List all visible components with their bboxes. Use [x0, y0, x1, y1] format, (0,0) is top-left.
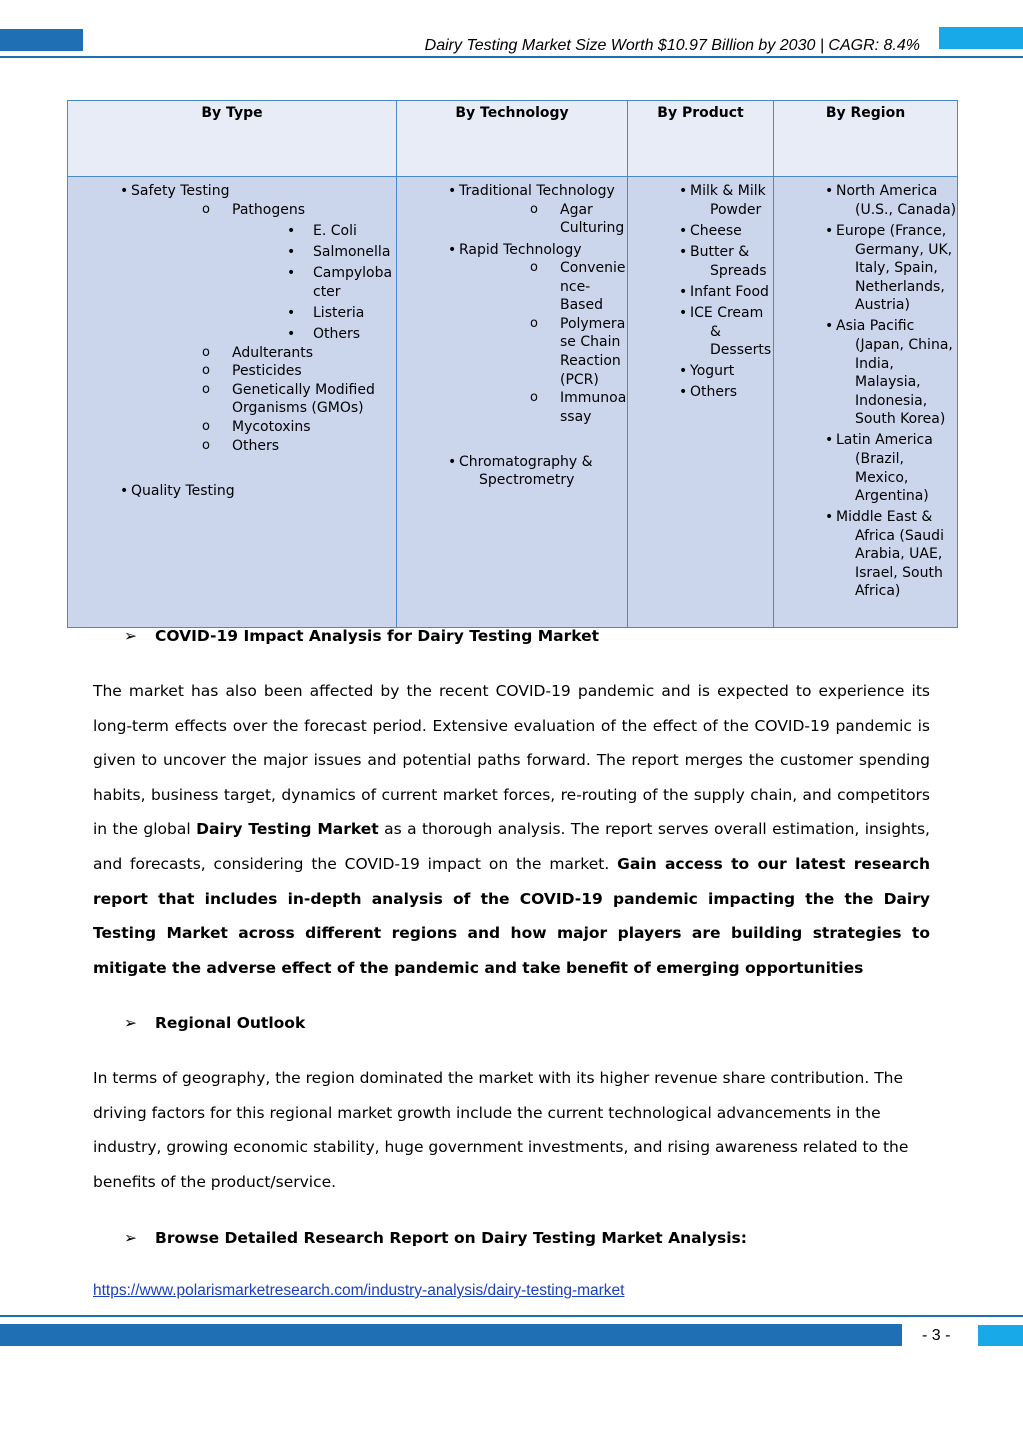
- list-item: cter: [313, 284, 341, 300]
- list-item: Austria): [855, 297, 910, 313]
- list-item: (Brazil,: [855, 451, 904, 467]
- list-item: ssay: [560, 409, 592, 425]
- header-by-type: By Type: [68, 101, 397, 177]
- list-item: Powder: [710, 202, 762, 218]
- list-item: o Pesticides: [232, 362, 302, 381]
- report-link[interactable]: https://www.polarismarketresearch.com/industry-analysis/dairy-testing-market: [93, 1282, 625, 1299]
- list-item: • Milk & Milk: [690, 182, 766, 201]
- list-item: South Korea): [855, 411, 946, 427]
- list-item: • Quality Testing: [131, 482, 235, 501]
- list-item: Africa (Saudi: [855, 528, 944, 544]
- header-bar-right: [939, 27, 1023, 49]
- list-item: Indonesia,: [855, 393, 928, 409]
- list-item: Malaysia,: [855, 374, 921, 390]
- page-number: - 3 -: [922, 1327, 951, 1344]
- arrow-bullet-icon: ➢: [124, 1229, 137, 1247]
- region-cell: [774, 177, 958, 628]
- list-item: • Cheese: [690, 222, 742, 241]
- list-item: • Rapid Technology: [459, 241, 582, 260]
- list-item: o Adulterants: [232, 344, 313, 363]
- list-item: Argentina): [855, 488, 929, 504]
- cta-text: Gain access to our latest research report that includes in-depth analysis of the COVID-19 pandemic impacting the the Dairy Testing Market across different regions and how major players are building strategies to mitigate the adverse effect of the pandemic and take benefit of emerging opportunities: [93, 854, 930, 977]
- arrow-bullet-icon: ➢: [124, 627, 137, 645]
- header-by-region: By Region: [774, 101, 958, 177]
- list-item: • ICE Cream: [690, 304, 763, 323]
- list-item: Culturing: [560, 220, 625, 236]
- list-item: • Butter &: [690, 243, 749, 262]
- list-item: Reaction: [560, 353, 621, 369]
- covid-paragraph: The market has also been affected by the recent COVID-19 pandemic and is expected to experience its long-term effects over the forecast period. Extensive evaluation of the effect of the COVID-19 pandemic is given to uncover the major issues and potential paths forward. The report merges the customer spending habits, business target, dynamics of current market forces, re-routing of the supply chain, and competitors in the global Dairy Testing Market as a thorough analysis. The report serves overall estimation, insights, and forecasts, considering the COVID-19 impact on the market. Gain access to our latest research report that includes in-depth analysis of the COVID-19 pandemic impacting the the Dairy Testing Market across different regions and how major players are building strategies to mitigate the adverse effect of the pandemic and take benefit of emerging opportunities: [93, 682, 930, 977]
- market-name: Dairy Testing Market: [196, 820, 379, 839]
- list-item: Italy, Spain,: [855, 260, 938, 276]
- footer-bar-right: [978, 1325, 1023, 1346]
- type-cell: [68, 177, 397, 628]
- arrow-bullet-icon: ➢: [124, 1014, 137, 1032]
- list-item: • E. Coli: [313, 222, 357, 241]
- list-item: (U.S., Canada): [855, 202, 957, 218]
- browse-heading: ➢ Browse Detailed Research Report on Dairy Testing Market Analysis:: [124, 1229, 747, 1247]
- list-item: se Chain: [560, 334, 621, 350]
- list-item: India,: [855, 356, 894, 372]
- list-item: • North America: [836, 182, 937, 201]
- regional-heading: ➢ Regional Outlook: [124, 1014, 306, 1032]
- list-item: Organisms (GMOs): [232, 400, 364, 416]
- list-item: o Polymera: [560, 315, 625, 334]
- page-title: Dairy Testing Market Size Worth $10.97 Billion by 2030 | CAGR: 8.4%: [424, 37, 920, 54]
- list-item: • Campyloba: [313, 264, 392, 283]
- list-item: (Japan, China,: [855, 337, 953, 353]
- list-item: o Mycotoxins: [232, 418, 311, 437]
- footer-divider: [0, 1315, 1023, 1317]
- list-item: • Asia Pacific: [836, 317, 914, 336]
- list-item: Germany, UK,: [855, 242, 953, 258]
- segmentation-table: [67, 100, 958, 628]
- list-item: • Safety Testing: [131, 182, 229, 201]
- list-item: Spreads: [710, 263, 767, 279]
- list-item: • Salmonella: [313, 243, 390, 262]
- header-by-technology: By Technology: [397, 101, 628, 177]
- list-item: • Listeria: [313, 304, 364, 323]
- list-item: • Others: [313, 325, 360, 344]
- list-item: • Yogurt: [690, 362, 734, 381]
- list-item: • Middle East &: [836, 508, 932, 527]
- list-item: o Pathogens: [232, 201, 305, 220]
- list-item: Spectrometry: [479, 472, 575, 488]
- list-item: Mexico,: [855, 470, 909, 486]
- list-item: nce-: [560, 279, 591, 295]
- list-item: Africa): [855, 583, 901, 599]
- list-item: (PCR): [560, 372, 599, 388]
- header-bar-left: [0, 29, 83, 51]
- list-item: o Agar: [560, 201, 593, 220]
- list-item: • Europe (France,: [836, 222, 946, 241]
- list-item: o Genetically Modified: [232, 381, 375, 400]
- list-item: • Latin America: [836, 431, 933, 450]
- covid-heading: ➢ COVID-19 Impact Analysis for Dairy Testing Market: [124, 627, 600, 645]
- list-item: Based: [560, 297, 603, 313]
- regional-paragraph: In terms of geography, the region dominated the market with its higher revenue share contribution. The driving factors for this regional market growth include the current technological advancements in the industry, growing economic stability, huge government investments, and rising awareness related to the benefits of the product/service.: [93, 1069, 909, 1191]
- list-item: • Infant Food: [690, 283, 769, 302]
- list-item: o Immunoa: [560, 389, 626, 408]
- list-item: Netherlands,: [855, 279, 945, 295]
- list-item: &: [710, 324, 721, 340]
- list-item: • Others: [690, 383, 737, 402]
- list-item: • Chromatography &: [459, 453, 593, 472]
- technology-cell: [397, 177, 628, 628]
- header-by-product: By Product: [628, 101, 774, 177]
- list-item: o Convenie: [560, 259, 626, 278]
- list-item: o Others: [232, 437, 279, 456]
- list-item: • Traditional Technology: [459, 182, 615, 201]
- product-cell: [628, 177, 774, 628]
- list-item: Arabia, UAE,: [855, 546, 943, 562]
- list-item: Israel, South: [855, 565, 943, 581]
- list-item: Desserts: [710, 342, 772, 358]
- footer-bar: [0, 1324, 902, 1346]
- header-divider: [0, 56, 1023, 58]
